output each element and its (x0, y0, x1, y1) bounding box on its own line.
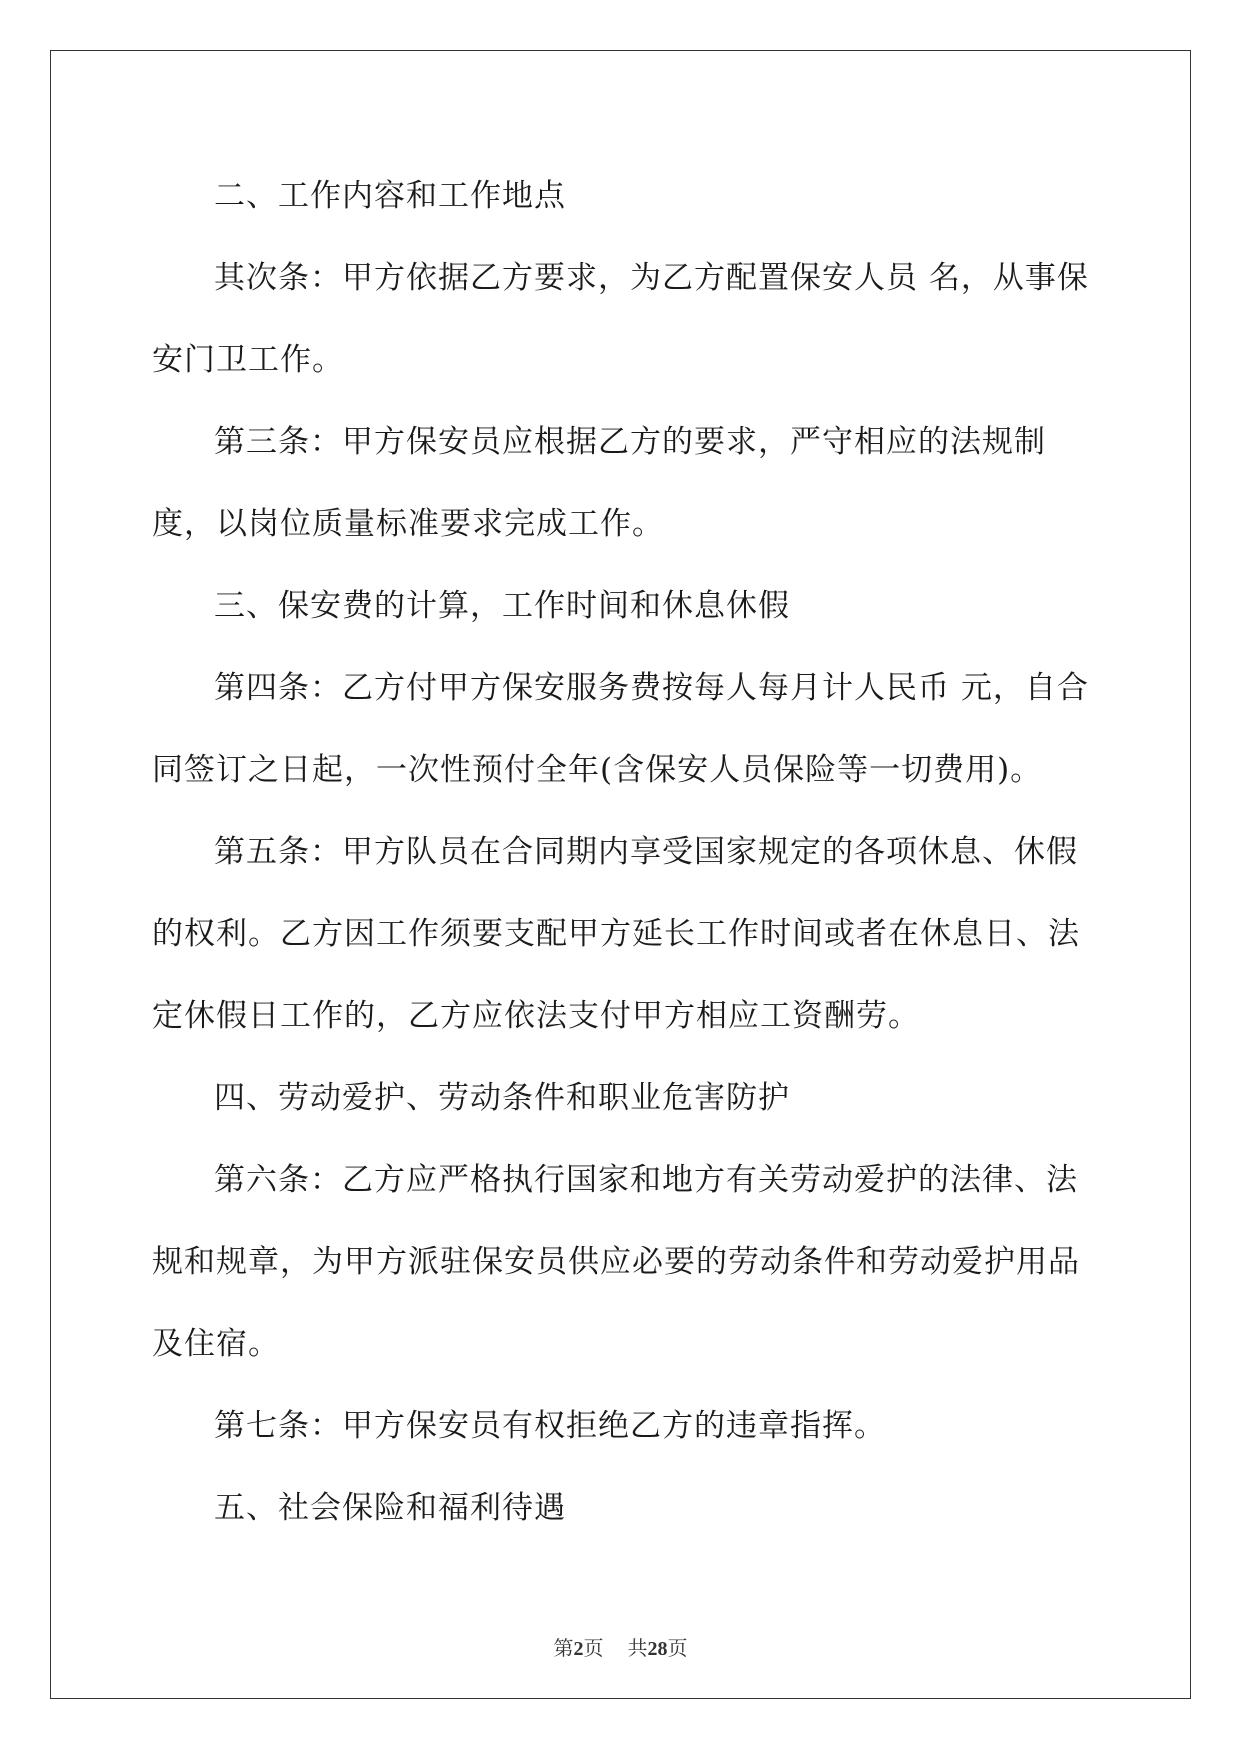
section-heading-2: 二、工作内容和工作地点 (214, 178, 566, 214)
section-heading-3: 三、保安费的计算，工作时间和休息休假 (214, 588, 790, 624)
article-6: 第六条：乙方应严格执行国家和地方有关劳动爱护的法律、法规和规章，为甲方派驻保安员供应必要的劳动条件和劳动爱护用品及住宿。 (152, 1162, 1080, 1362)
article-2: 其次条：甲方依据乙方要求，为乙方配置保安人员 名，从事保安门卫工作。 (152, 260, 1089, 378)
article-7: 第七条：甲方保安员有权拒绝乙方的违章指挥。 (214, 1408, 886, 1444)
total-suffix: 页 (667, 1636, 688, 1660)
document-body (152, 155, 1092, 1549)
total-pages: 28 (647, 1638, 668, 1660)
article-4: 第四条：乙方付甲方保安服务费按每人每月计人民币 元，自合同签订之日起，一次性预付全年(含保安人员保险等一切费用)。 (152, 670, 1089, 788)
total-prefix: 共 (627, 1636, 648, 1660)
article-3: 第三条：甲方保安员应根据乙方的要求，严守相应的法规制度，以岗位质量标准要求完成工作。 (152, 424, 1046, 542)
section-heading-4: 四、劳动爱护、劳动条件和职业危害防护 (214, 1080, 790, 1116)
page-number: 2 (573, 1638, 584, 1660)
article-5: 第五条：甲方队员在合同期内享受国家规定的各项休息、休假的权利。乙方因工作须要支配甲方延长工作时间或者在休息日、法定休假日工作的，乙方应依法支付甲方相应工资酬劳。 (152, 834, 1080, 1034)
page-footer (0, 1632, 1241, 1661)
page-suffix: 页 (583, 1636, 604, 1660)
page-prefix: 第 (553, 1636, 574, 1660)
section-heading-5: 五、社会保险和福利待遇 (214, 1490, 566, 1526)
